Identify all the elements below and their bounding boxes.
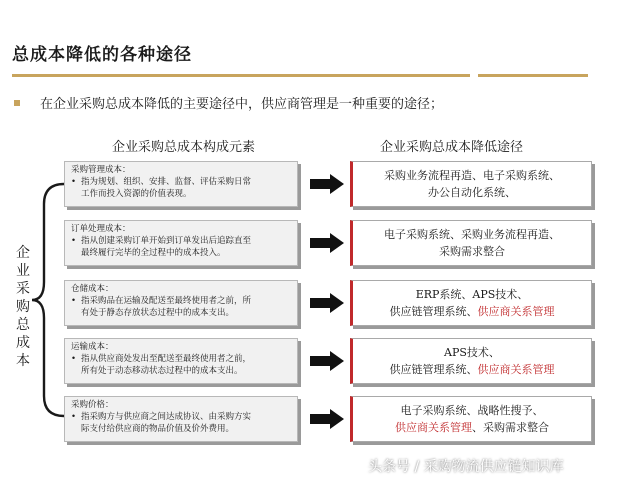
cost-heading: 运输成本： (71, 342, 114, 352)
title-underline-tail (478, 74, 588, 77)
side-label-char: 购 (16, 299, 30, 315)
cost-desc-line: 指为规划、组织、安排、监督、评估采购日常 (81, 177, 252, 187)
cost-desc-line: 指从供应商处发出至配送至最终使用者之前， (81, 354, 252, 364)
reduction-line-1: APS技术、 (444, 346, 500, 359)
reduction-box-warehousing (350, 280, 592, 326)
curly-brace (30, 182, 66, 418)
right-arrow-icon (310, 351, 344, 371)
cost-box-transport: 运输成本： • 指从供应商处发出至配送至最终使用者之前， 所有处于动态移动状态过程中的成本支出。 (64, 338, 298, 384)
cost-desc-line: 指采购品在运输及配送至最终使用者之前，所 (81, 296, 252, 306)
reduction-box-management (350, 161, 592, 207)
reduction-box-order-processing (350, 220, 592, 266)
watermark: 头条号 / 采购物流供应链知识库 (368, 459, 564, 475)
cost-desc-line: 际支付给供应商的物品价值及价外费用。 (81, 424, 235, 434)
cost-heading: 仓储成本： (71, 284, 114, 294)
bullet-square (14, 100, 20, 106)
slide-title: 总成本降低的各种途径 (12, 45, 192, 65)
reduction-line-1: 采购业务流程再造、电子采购系统、 (384, 169, 560, 182)
reduction-line-2: 供应链管理系统、供应商关系管理 (389, 305, 555, 318)
right-column-heading: 企业采购总成本降低途径 (380, 140, 524, 155)
side-label-char: 采 (16, 281, 30, 297)
side-label-char: 企 (16, 245, 30, 261)
cost-box-warehousing: 仓储成本： • 指采购品在运输及配送至最终使用者之前，所 有处于静态存放状态过程中的成本支出。 (64, 280, 298, 326)
highlight-text: 供应商关系管理 (477, 363, 555, 376)
cost-heading: 采购管理成本： (71, 165, 131, 175)
reduction-line-1: 电子采购系统、采购业务流程再造、 (384, 228, 560, 241)
right-arrow-icon (310, 409, 344, 429)
cost-desc-line: 最终履行完毕的全过程中的成本投入。 (81, 248, 226, 258)
cost-desc-line: 有处于静态存放状态过程中的成本支出。 (81, 308, 235, 318)
right-arrow-icon (310, 233, 344, 253)
highlight-text: 供应商关系管理 (477, 305, 555, 318)
right-arrow-icon (310, 174, 344, 194)
reduction-line-2: 采购需求整合 (439, 245, 505, 258)
side-label-char: 成 (16, 335, 30, 351)
cost-box-management: 采购管理成本： • 指为规划、组织、安排、监督、评估采购日常 工作而投入资源的价值表现。 (64, 161, 298, 207)
cost-heading: 采购价格： (71, 400, 114, 410)
reduction-line-2: 供应链管理系统、供应商关系管理 (389, 363, 555, 376)
highlight-text: 供应商关系管理 (395, 421, 472, 434)
cost-desc-line: 所有处于动态移动状态过程中的成本支出。 (81, 366, 243, 376)
right-arrow-icon (310, 293, 344, 313)
cost-desc-line: 指从创建采购订单开始到订单发出后追踪直至 (81, 236, 252, 246)
side-label-char: 本 (16, 353, 30, 369)
left-column-heading: 企业采购总成本构成元素 (112, 140, 256, 155)
side-label-char: 业 (16, 263, 30, 279)
side-label (16, 244, 30, 370)
side-label-char: 总 (16, 317, 30, 333)
cost-desc-line: 工作而投入资源的价值表现。 (81, 189, 192, 199)
intro-text: 在企业采购总成本降低的主要途径中，供应商管理是一种重要的途径； (40, 97, 444, 112)
cost-box-purchase-price: 采购价格： • 指采购方与供应商之间达成协议、由采购方实 际支付给供应商的物品价值及价外费用。 (64, 396, 298, 442)
reduction-line-2: 供应商关系管理、采购需求整合 (395, 421, 549, 434)
reduction-line-1: ERP系统、APS技术、 (415, 288, 529, 301)
cost-box-order-processing: 订单处理成本： • 指从创建采购订单开始到订单发出后追踪直至 最终履行完毕的全过程中的成本投入。 (64, 220, 298, 266)
reduction-line-1: 电子采购系统、战略性搜予、 (400, 404, 544, 417)
cost-heading: 订单处理成本： (71, 224, 131, 234)
reduction-line-2: 办公自动化系统、 (428, 186, 516, 199)
cost-desc-line: 指采购方与供应商之间达成协议、由采购方实 (81, 412, 252, 422)
reduction-box-transport (350, 338, 592, 384)
title-underline (12, 74, 470, 77)
reduction-box-purchase-price (350, 396, 592, 442)
